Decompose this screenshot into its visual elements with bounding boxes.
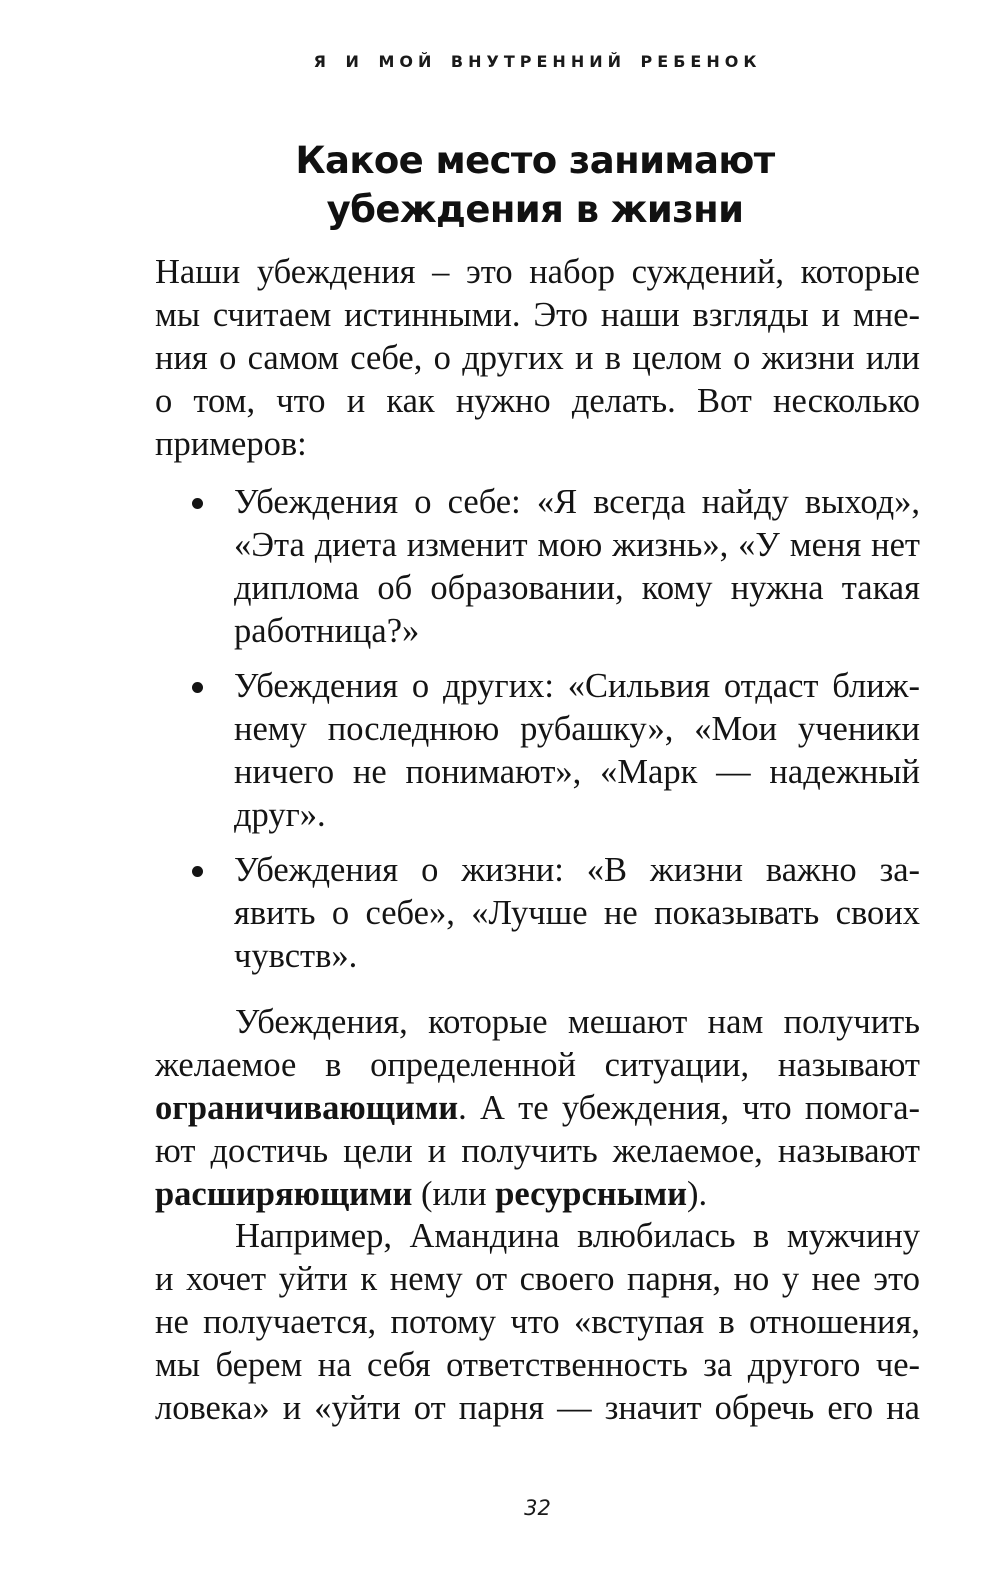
text-line: нему последнюю рубашку», «Мои ученики (234, 710, 920, 748)
paragraph-example (155, 1215, 920, 1430)
bullet-icon (192, 682, 203, 693)
text-line: не получается, потому что «вступая в отношения, (155, 1303, 920, 1341)
text-line: «Эта диета изменит мою жизнь», «У меня нет (234, 526, 920, 564)
section-heading-line: Какое место занимают (295, 139, 775, 182)
text-line: Убеждения, которые мешают нам получить (235, 1003, 920, 1041)
page-number: 32 (524, 1496, 551, 1520)
text-line: и хочет уйти к нему от своего парня, но у нее это (155, 1260, 920, 1298)
text-line: Наши убеждения – это набор суждений, которые (155, 253, 920, 291)
section-heading-line: убеждения в жизни (326, 188, 744, 231)
bold-term-resourceful: ресурсными (495, 1175, 687, 1213)
bullet-icon (192, 498, 203, 509)
text-line: явить о себе», «Лучше не показывать своих (234, 894, 920, 932)
text-line: работница?» (234, 612, 420, 650)
text-line (155, 1173, 920, 1216)
text-line: друг». (234, 796, 326, 834)
bullet-icon (192, 866, 203, 877)
text-line: мы берем на себя ответственность за другого че- (155, 1346, 920, 1384)
running-head: Я И МОЙ ВНУТРЕННИЙ РЕБЕНОК (313, 52, 762, 71)
text-line: диплома об образовании, кому нужна такая (234, 569, 920, 607)
bold-term-limiting: ограничивающими (155, 1089, 459, 1127)
text-line: Убеждения о жизни: «В жизни важно за- (234, 851, 920, 889)
text-line: ют достичь цели и получить желаемое, называют (155, 1132, 920, 1170)
text-line: Убеждения о себе: «Я всегда найду выход», (234, 483, 920, 521)
text-fragment: . А те убеждения, что помога- (458, 1089, 920, 1127)
list-item-text (234, 849, 920, 978)
text-line: желаемое в определенной ситуации, называют (155, 1046, 920, 1084)
text-line (155, 1087, 920, 1130)
intro-paragraph (155, 251, 920, 466)
text-line: о том, что и как нужно делать. Вот несколько (155, 382, 920, 420)
paragraph-belief-types (155, 1001, 920, 1216)
text-line: ничего не понимают», «Марк — надежный (234, 753, 920, 791)
text-line: Например, Амандина влюбилась в мужчину (235, 1217, 920, 1255)
text-line: мы считаем истинными. Это наши взгляды и мне- (155, 296, 920, 334)
text-line: Убеждения о других: «Сильвия отдаст ближ- (234, 667, 920, 705)
text-line: ния о самом себе, о других и в целом о жизни или (155, 339, 920, 377)
text-line: примеров: (155, 425, 307, 463)
text-line: ловека» и «уйти от парня — значит обречь его на (155, 1389, 920, 1427)
section-heading (150, 136, 920, 234)
text-line: чувств». (234, 937, 358, 975)
text-fragment: ). (686, 1175, 708, 1213)
list-item-text (234, 481, 920, 653)
text-fragment: (или (412, 1175, 496, 1213)
bold-term-expanding: расширяющими (155, 1175, 413, 1213)
list-item-text (234, 665, 920, 837)
